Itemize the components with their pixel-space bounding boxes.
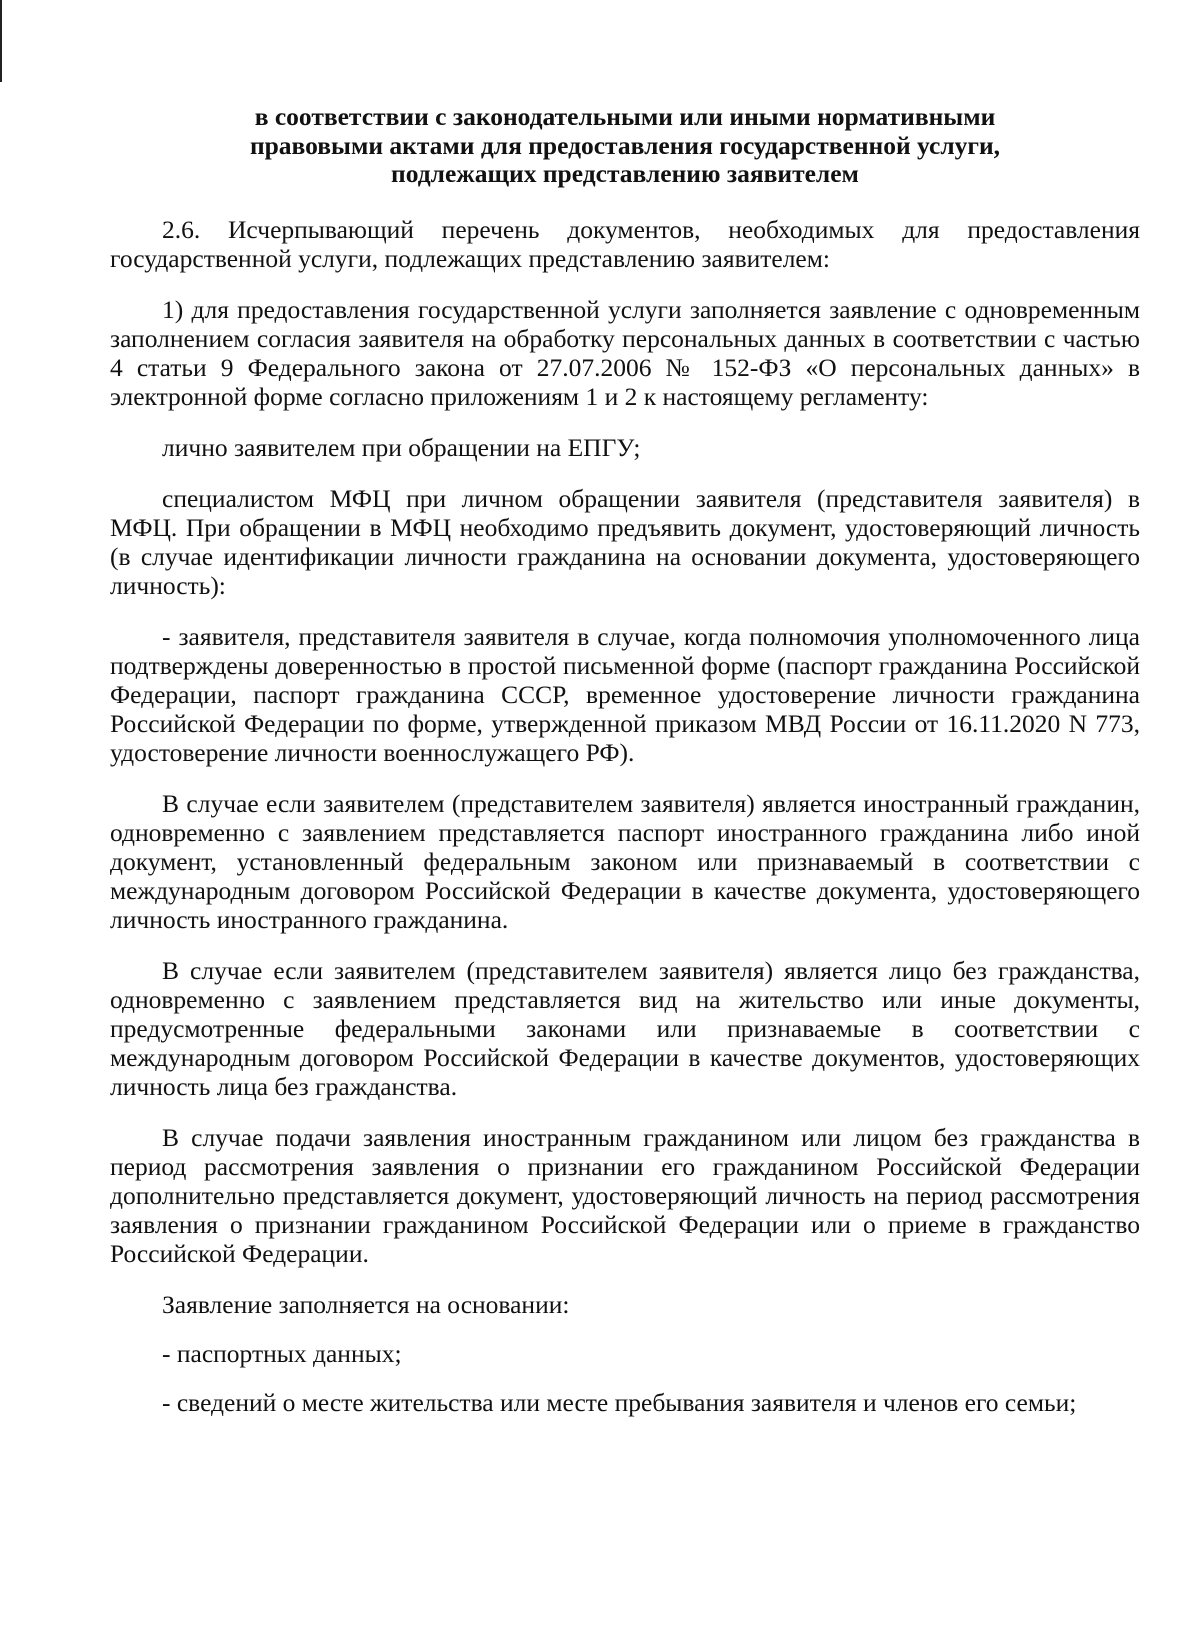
document-page: [110, 103, 1140, 1439]
paragraph-stateless: В случае если заявителем (представителем заявителя) является лицо без гражданства, одновременно с заявлением представляется вид на жительство или иные документы, предусмотренные федеральными законами или признаваемые в соответствии с международным договором Российской Федерации в качестве документов, удостоверяющих личность лица без гражданства.: [110, 955, 1140, 1101]
paragraph-foreign-citizen: В случае если заявителем (представителем заявителя) является иностранный гражданин, одновременно с заявлением представляется паспорт иностранного гражданина либо иной документ, установленный федеральным законом или признаваемый в соответствии с международным договором Российской Федерации в качестве документа, удостоверяющего личность иностранного гражданина.: [110, 788, 1140, 934]
paragraph-basis: Заявление заполняется на основании:: [162, 1289, 570, 1319]
heading-line-3: подлежащих представлению заявителем: [391, 159, 859, 188]
paragraph-item-1: 1) для предоставления государственной услуги заполняется заявление с одновременным заполнением согласия заявителя на обработку персональных данных в соответствии с частью 4 статьи 9 Федерального закона от 27.07.2006 № 152-ФЗ «О персональных данных» в электронной форме согласно приложениям 1 и 2 к настоящему регламенту:: [110, 294, 1140, 411]
heading-line-2: правовыми актами для предоставления государственной услуги,: [249, 130, 1001, 160]
section-heading: [110, 103, 1140, 189]
paragraph-mfc: специалистом МФЦ при личном обращении заявителя (представителя заявителя) в МФЦ. При обращении в МФЦ необходимо предъявить документ, удостоверяющий личность (в случае идентификации личности гражданина на основании документа, удостоверяющего личность):: [110, 483, 1140, 600]
list-item-passport: - паспортных данных;: [162, 1338, 402, 1368]
paragraph-2-6: 2.6. Исчерпывающий перечень документов, необходимых для предоставления государственной услуги, подлежащих представлению заявителем:: [110, 214, 1140, 273]
heading-line-1: в соответствии с законодательными или иными нормативными: [254, 102, 996, 131]
paragraph-applicant-docs: - заявителя, представителя заявителя в случае, когда полномочия уполномоченного лица подтверждены доверенностью в простой письменной форме (паспорт гражданина Российской Федерации, паспорт гражданина СССР, временное удостоверение личности гражданина Российской Федерации по форме, утвержденной приказом МВД России от 16.11.2020 N 773, удостоверение личности военнослужащего РФ).: [110, 621, 1140, 767]
paragraph-review-period: В случае подачи заявления иностранным гражданином или лицом без гражданства в период рассмотрения заявления о признании его гражданином Российской Федерации дополнительно представляется документ, удостоверяющий личность на период рассмотрения заявления о признании гражданином Российской Федерации или о приеме в гражданство Российской Федерации.: [110, 1122, 1140, 1268]
paragraph-epgu: лично заявителем при обращении на ЕПГУ;: [162, 432, 641, 462]
scan-edge-mark: [0, 0, 2, 82]
list-item-residence: - сведений о месте жительства или месте пребывания заявителя и членов его семьи;: [162, 1387, 1077, 1417]
